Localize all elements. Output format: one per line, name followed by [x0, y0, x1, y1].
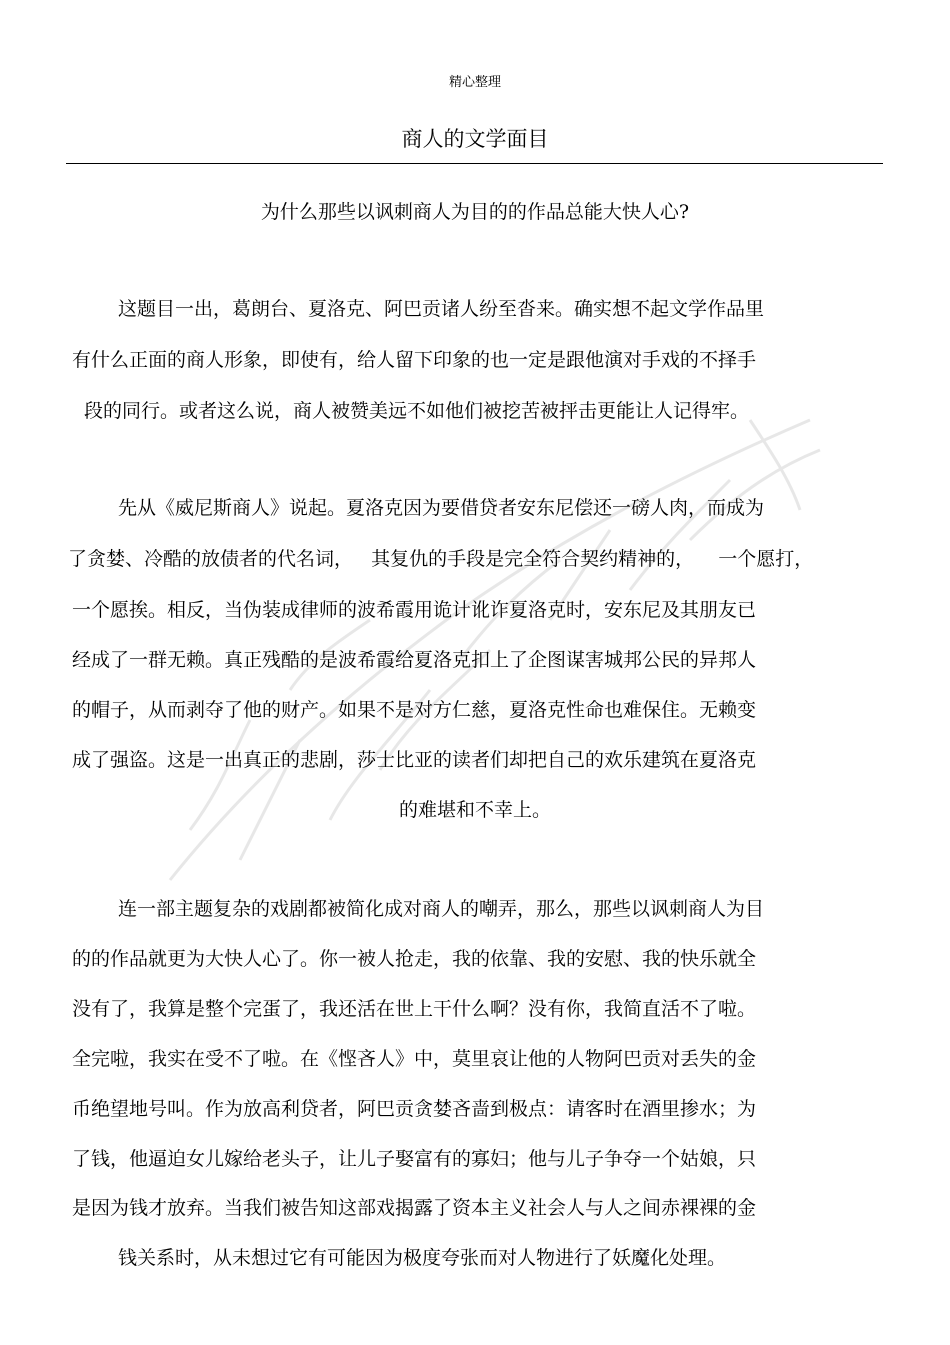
- paragraph-2-line-2: 了贪婪、冷酷的放债者的代名词， 其复仇的手段是完全符合契约精神的， 一个愿打，: [68, 548, 814, 570]
- paragraph-2-line-1: 先从《威尼斯商人》说起。夏洛克因为要借贷者安东尼偿还一磅人肉，而成为: [118, 497, 765, 519]
- paragraph-3-line-8: 钱关系时，从未想过它有可能因为极度夸张而对人物进行了妖魔化处理。: [118, 1247, 727, 1269]
- paragraph-2-line-3: 一个愿挨。相反，当伪装成律师的波希霞用诡计讹诈夏洛克时，安东尼及其朋友已: [72, 599, 757, 621]
- paragraph-3-line-3: 没有了，我算是整个完蛋了，我还活在世上干什么啊？没有你，我简直活不了啦。: [72, 998, 757, 1020]
- paragraph-1-line-1: 这题目一出，葛朗台、夏洛克、阿巴贡诸人纷至沓来。确实想不起文学作品里: [118, 298, 765, 320]
- paragraph-3-line-4: 全完啦，我实在受不了啦。在《悭吝人》中，莫里哀让他的人物阿巴贡对丢失的金: [72, 1048, 757, 1070]
- paragraph-2-line-7: 的难堪和不幸上。: [398, 799, 551, 821]
- page-header: 精心整理: [448, 75, 501, 90]
- paragraph-1-line-3: 段的同行。或者这么说，商人被赞美远不如他们被挖苦被抨击更能让人记得牢。: [84, 400, 750, 422]
- paragraph-2-line-4: 经成了一群无赖。真正残酷的是波希霞给夏洛克扣上了企图谋害城邦公民的异邦人: [72, 649, 757, 671]
- paragraph-1-line-2: 有什么正面的商人形象，即使有，给人留下印象的也一定是跟他演对手戏的不择手: [72, 349, 757, 371]
- article-subtitle: 为什么那些以讽刺商人为目的的作品总能大快人心?: [260, 201, 690, 223]
- watermark-stamp: [130, 360, 850, 920]
- paragraph-3-line-6: 了钱，他逼迫女儿嫁给老头子，让儿子娶富有的寡妇；他与儿子争夺一个姑娘，只: [72, 1148, 757, 1170]
- paragraph-3-line-1: 连一部主题复杂的戏剧都被简化成对商人的嘲弄，那么，那些以讽刺商人为目: [118, 898, 765, 920]
- article-title: 商人的文学面目: [401, 127, 549, 151]
- paragraph-3-line-2: 的的作品就更为大快人心了。你一被人抢走，我的依靠、我的安慰、我的快乐就全: [72, 948, 757, 970]
- paragraph-3-line-5: 币绝望地号叫。作为放高利贷者，阿巴贡贪婪吝啬到极点：请客时在酒里掺水；为: [72, 1098, 757, 1120]
- title-divider: [66, 163, 883, 164]
- paragraph-2-line-5: 的帽子，从而剥夺了他的财产。如果不是对方仁慈，夏洛克性命也难保住。无赖变: [72, 699, 757, 721]
- paragraph-2-line-6: 成了强盗。这是一出真正的悲剧，莎士比亚的读者们却把自己的欢乐建筑在夏洛克: [72, 749, 757, 771]
- paragraph-3-line-7: 是因为钱才放弃。当我们被告知这部戏揭露了资本主义社会人与人之间赤裸裸的金: [72, 1197, 757, 1219]
